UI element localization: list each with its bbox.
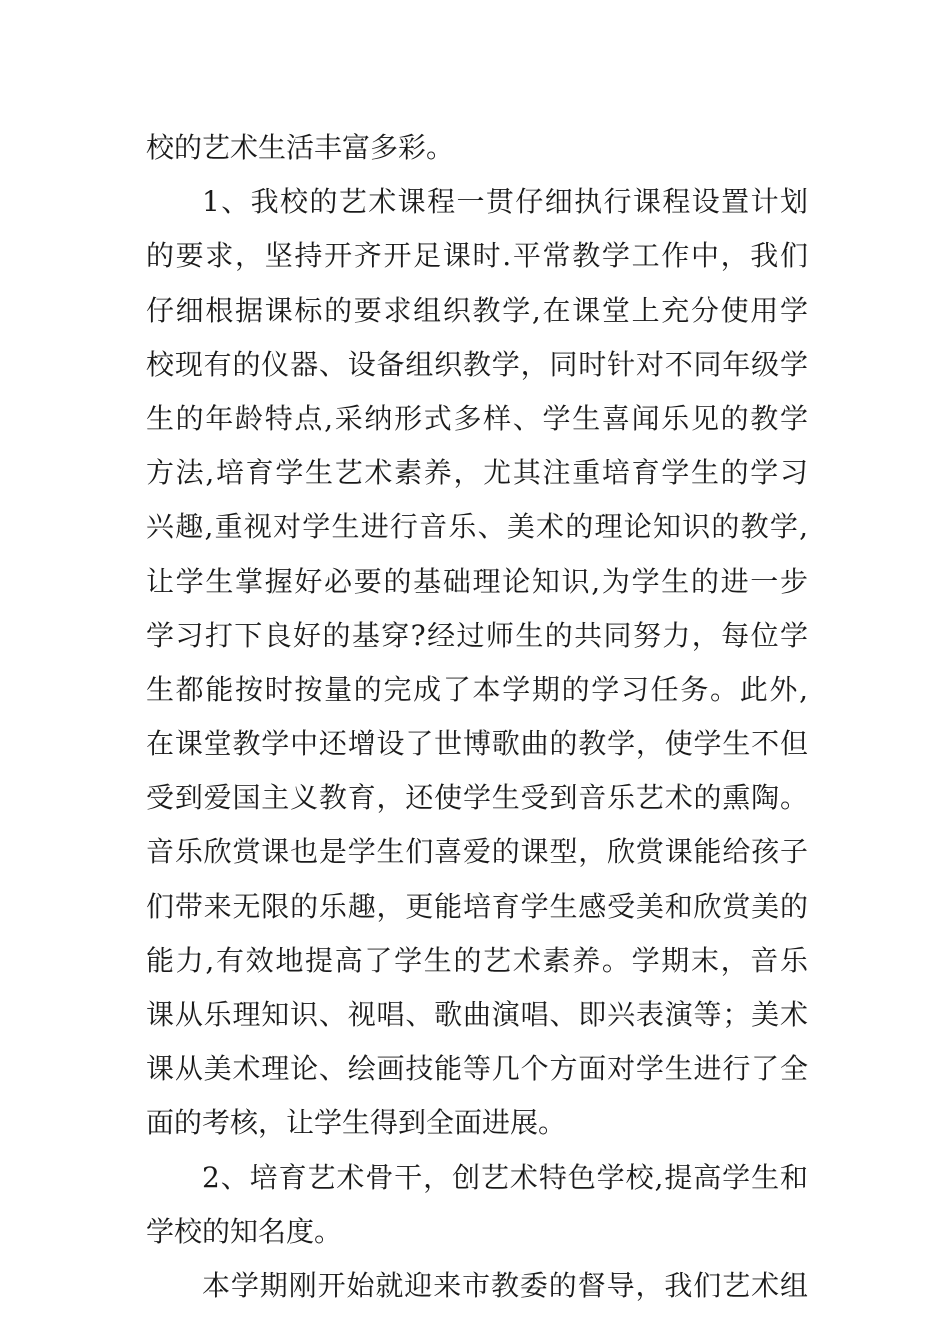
text-line: 生都能按时按量的完成了本学期的学习任务。此外, bbox=[146, 672, 808, 706]
document-body bbox=[146, 121, 808, 1313]
paragraph-start-line: 1、我校的艺术课程一贯仔细执行课程设置计划 bbox=[202, 185, 808, 219]
text-line: 学校的知名度。 bbox=[146, 1214, 343, 1248]
text-line: 们带来无限的乐趣，更能培育学生感受美和欣赏美的 bbox=[146, 889, 808, 923]
text-line: 兴趣,重视对学生进行音乐、美术的理论知识的教学, bbox=[146, 510, 808, 544]
text-line: 在课堂教学中还增设了世博歌曲的教学，使学生不但 bbox=[146, 727, 808, 761]
text-line: 课从美术理论、绘画技能等几个方面对学生进行了全 bbox=[146, 1052, 808, 1086]
text-line: 学习打下良好的基穿?经过师生的共同努力，每位学 bbox=[146, 618, 808, 652]
text-line: 课从乐理知识、视唱、歌曲演唱、即兴表演等；美术 bbox=[146, 998, 808, 1031]
text-line: 校的艺术生活丰富多彩。 bbox=[146, 131, 455, 164]
text-line: 方法,培育学生艺术素养，尤其注重培育学生的学习 bbox=[146, 456, 808, 490]
text-line: 的要求，坚持开齐开足课时.平常教学工作中，我们 bbox=[146, 239, 808, 273]
text-line: 生的年龄特点,采纳形式多样、学生喜闻乐见的教学 bbox=[146, 401, 808, 435]
text-line: 能力,有效地提高了学生的艺术素养。学期末，音乐 bbox=[146, 943, 808, 977]
text-line: 校现有的仪器、设备组织教学，同时针对不同年级学 bbox=[146, 347, 808, 381]
paragraph-start-line: 本学期刚开始就迎来市教委的督导，我们艺术组 bbox=[202, 1268, 808, 1302]
text-line: 受到爱国主义教育，还使学生受到音乐艺术的熏陶。 bbox=[146, 781, 808, 815]
paragraph-start-line: 2、培育艺术骨干，创艺术特色学校,提高学生和 bbox=[202, 1160, 808, 1194]
text-line: 面的考核，让学生得到全面进展。 bbox=[146, 1106, 567, 1140]
text-line: 音乐欣赏课也是学生们喜爱的课型，欣赏课能给孩子 bbox=[146, 835, 808, 869]
text-line: 让学生掌握好必要的基础理论知识,为学生的进一步 bbox=[146, 564, 808, 598]
text-line: 仔细根据课标的要求组织教学,在课堂上充分使用学 bbox=[146, 293, 808, 327]
